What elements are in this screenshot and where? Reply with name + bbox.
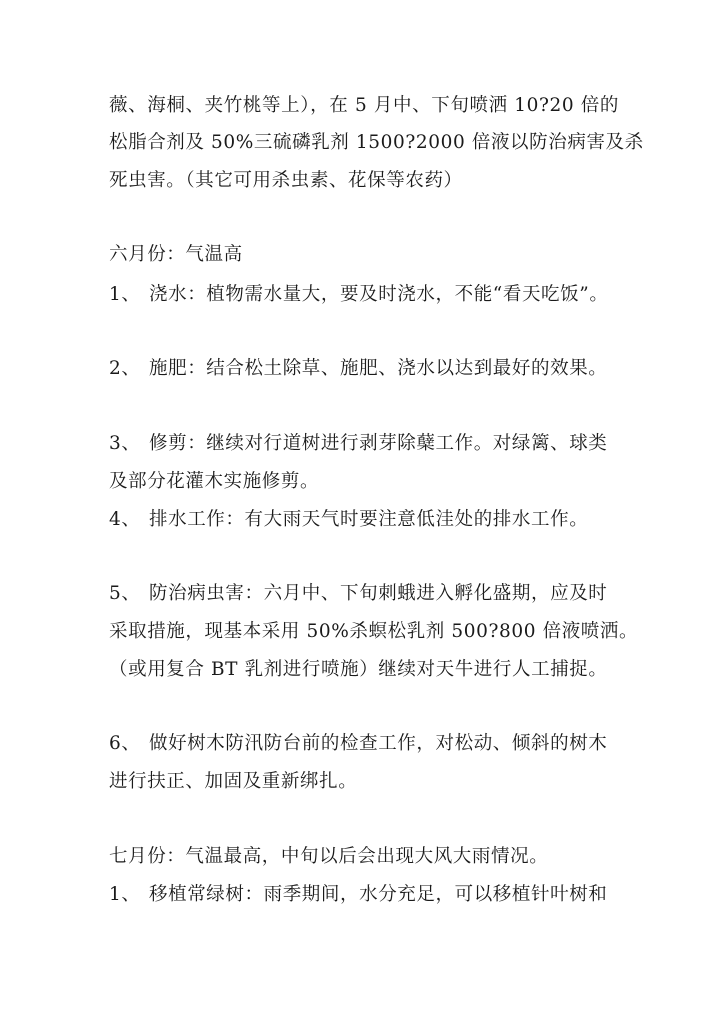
- intro-line-3: 死虫害。（其它可用杀虫素、花保等农药）: [109, 170, 463, 191]
- june-item-5-text-line-3: （或用复合 BT 乳剂进行喷施）继续对天牛进行人工捕捉。: [109, 659, 608, 680]
- june-item-3-number: 3、: [109, 433, 141, 454]
- june-item-6-text-line-1: 做好树木防汛防台前的检查工作，对松动、倾斜的树木: [149, 733, 608, 754]
- june-item-5-number: 5、: [109, 583, 141, 604]
- june-item-3-text-line-1: 修剪：继续对行道树进行剥芽除蘖工作。对绿篱、球类: [149, 433, 608, 454]
- june-item-4-text: 排水工作：有大雨天气时要注意低洼处的排水工作。: [149, 509, 589, 530]
- june-item-5-text-line-1: 防治病虫害：六月中、下旬刺蛾进入孵化盛期，应及时: [149, 583, 608, 604]
- june-item-4-number: 4、: [109, 509, 141, 530]
- july-heading: 七月份：气温最高，中旬以后会出现大风大雨情况。: [109, 846, 549, 867]
- june-item-2-number: 2、: [109, 358, 141, 379]
- june-item-5: [109, 582, 619, 606]
- june-item-1: [109, 283, 619, 307]
- june-item-5-text-line-2: 采取措施，现基本采用 50%杀螟松乳剂 500?800 倍液喷洒。: [109, 621, 639, 642]
- july-item-1-number: 1、: [109, 884, 141, 905]
- intro-line-1: 薇、海桐、夹竹桃等上），在 5 月中、下旬喷洒 10?20 倍的: [109, 95, 619, 116]
- july-item-1-text: 移植常绿树：雨季期间，水分充足，可以移植针叶树和: [149, 884, 608, 905]
- june-heading: 六月份：气温高: [109, 244, 243, 265]
- july-item-1: [109, 883, 619, 907]
- june-item-4: [109, 508, 619, 532]
- june-item-1-number: 1、: [109, 284, 141, 305]
- june-item-3-text-line-2: 及部分花灌木实施修剪。: [109, 471, 320, 492]
- june-item-2: [109, 357, 619, 381]
- june-item-1-text: 浇水：植物需水量大，要及时浇水，不能“看天吃饭”。: [149, 284, 609, 305]
- june-item-6: [109, 732, 619, 756]
- june-item-2-text: 施肥：结合松土除草、施肥、浇水以达到最好的效果。: [149, 358, 608, 379]
- intro-line-2: 松脂合剂及 50%三硫磷乳剂 1500?2000 倍液以防治病害及杀: [109, 132, 644, 153]
- june-item-3: [109, 432, 619, 456]
- june-item-6-text-line-2: 进行扶正、加固及重新绑扎。: [109, 771, 358, 792]
- june-item-6-number: 6、: [109, 733, 141, 754]
